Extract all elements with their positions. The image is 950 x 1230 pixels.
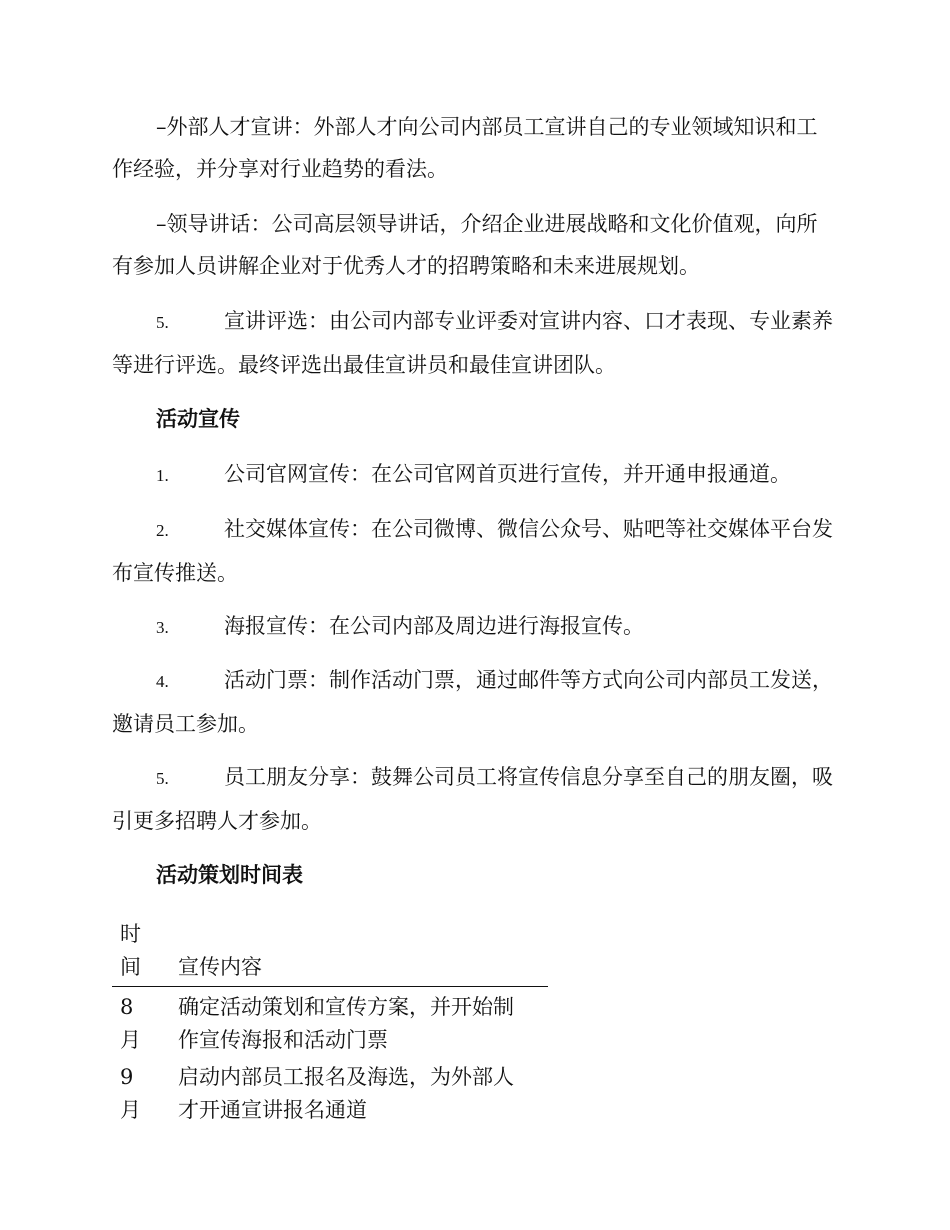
list-number: 4. [156,672,169,691]
list-number: 5. [156,769,169,788]
list-item-text: 员工朋友分享：鼓舞公司员工将宣传信息分享至自己的朋友圈，吸引更多招聘人才参加。 [112,765,833,833]
list-item-publicity-4 [112,659,834,745]
list-item-text: 宣讲评选：由公司内部专业评委对宣讲内容、口才表现、专业素养等进行评选。最终评选出最佳宣讲员和最佳宣讲团队。 [112,309,833,377]
list-item-publicity-2 [112,508,834,594]
list-item-evaluation [112,300,834,386]
schedule-table [112,918,548,1127]
list-number: 3. [156,618,169,637]
table-cell-content: 确定活动策划和宣传方案，并开始制作宣传海报和活动门票 [178,995,514,1052]
table-cell-time: 9月 [120,1065,141,1122]
table-row [112,987,548,1058]
table-header-content: 宣传内容 [178,955,262,979]
list-item-text: 公司官网宣传：在公司官网首页进行宣传，并开通申报通道。 [224,462,791,486]
table-header-row [112,918,548,987]
list-item-text: 活动门票：制作活动门票，通过邮件等方式向公司内部员工发送，邀请员工参加。 [112,668,833,736]
section-heading-schedule: 活动策划时间表 [156,863,303,887]
list-item-publicity-5 [112,756,834,842]
section-heading-publicity: 活动宣传 [156,407,240,431]
table-header-time: 时间 [120,922,141,979]
list-item-publicity-1 [112,453,834,497]
list-item-text: 海报宣传：在公司内部及周边进行海报宣传。 [224,614,644,638]
table-cell-time: 8月 [120,995,141,1052]
table-cell-content: 启动内部员工报名及海选，为外部人才开通宣讲报名通道 [178,1065,514,1122]
table-row [112,1057,548,1127]
paragraph-external-talent: –外部人才宣讲：外部人才向公司内部员工宣讲自己的专业领域知识和工作经验，并分享对行业趋势的看法。 [112,115,818,181]
paragraph-leader-speech: –领导讲话：公司高层领导讲话，介绍企业进展战略和文化价值观，向所有参加人员讲解企业对于优秀人才的招聘策略和未来进展规划。 [112,212,818,278]
list-number: 5. [156,313,169,332]
list-item-publicity-3 [112,605,834,649]
list-item-text: 社交媒体宣传：在公司微博、微信公众号、贴吧等社交媒体平台发布宣传推送。 [112,517,833,585]
list-number: 2. [156,521,169,540]
list-number: 1. [156,466,169,485]
